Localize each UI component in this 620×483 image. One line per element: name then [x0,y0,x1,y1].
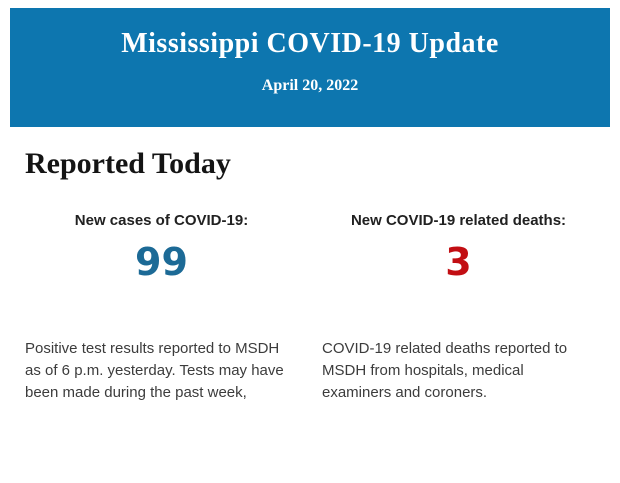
stat-new-deaths [322,212,595,404]
new-cases-value: 99 [135,240,188,284]
stat-new-cases [25,212,298,404]
new-deaths-description: COVID-19 related deaths reported to MSDH from hospitals, medical examiners and coroners. [322,340,568,402]
main-content [0,147,620,404]
newsletter-title: Mississippi COVID-19 Update [121,28,499,59]
new-cases-description: Positive test results reported to MSDH as of 6 p.m. yesterday. Tests may have been made during the past week, [25,340,284,402]
new-deaths-label: New COVID-19 related deaths: [350,212,567,229]
stats-row [25,212,595,404]
new-deaths-value: 3 [445,240,472,284]
header-banner [10,8,610,127]
section-title: Reported Today [25,147,231,180]
new-cases-label: New cases of COVID-19: [74,212,249,229]
newsletter-date: April 20, 2022 [261,76,359,94]
